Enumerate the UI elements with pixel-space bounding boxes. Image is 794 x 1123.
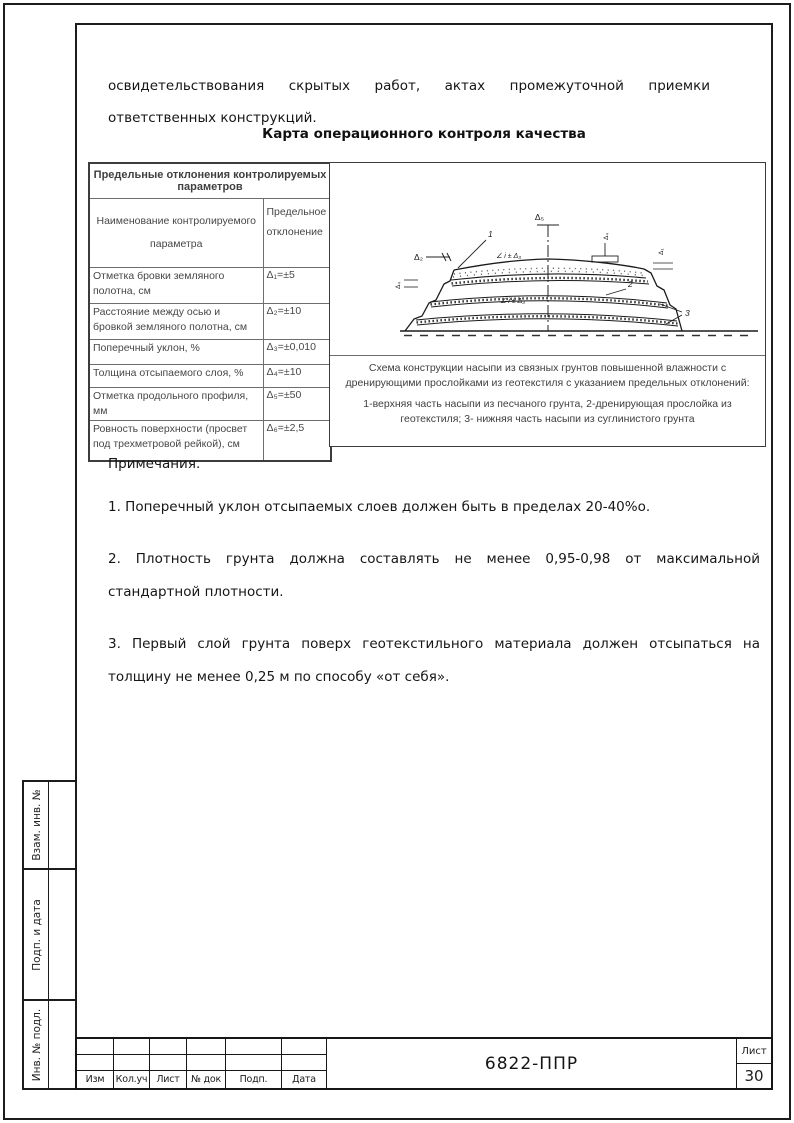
- stamp-cell: [114, 1039, 150, 1055]
- note-item: 3. Первый слой грунта поверх геотекстильного материала должен отсыпаться на толщину не менее 0,25 м по способу «от себя».: [108, 636, 760, 685]
- sidebar-divider: [48, 870, 49, 999]
- layer3-label: 3: [685, 308, 690, 318]
- param-name: Поперечный уклон, %: [89, 340, 263, 365]
- stamp-cell: [77, 1039, 114, 1055]
- table-row: [89, 421, 331, 461]
- stamp-cell: [282, 1055, 326, 1071]
- param-value: Δ₂=±10: [263, 304, 331, 340]
- param-name: Отметка продольного профиля, мм: [89, 388, 263, 421]
- sidebar-label: Инв. № подл.: [31, 1008, 43, 1081]
- sheet-label: Лист: [737, 1039, 771, 1064]
- delta5-label: Δ₅: [534, 212, 544, 222]
- table-title: Предельные отклонения контролируемых параметров: [89, 163, 331, 199]
- table-row: [89, 304, 331, 340]
- geotextile-band: [417, 319, 678, 326]
- sidebar-label: Взам. инв. №: [31, 789, 43, 861]
- intro-paragraph: освидетельствования скрытых работ, актах промежуточной приемки ответственных конструкций.: [108, 78, 710, 126]
- param-value: Δ₁=±5: [263, 268, 331, 304]
- stamp-cell: [150, 1039, 187, 1055]
- geotextile-band: [452, 280, 649, 286]
- delta4-label: Δ₄: [603, 233, 610, 240]
- crest-marker-box: [592, 256, 618, 262]
- layer1-leader: [458, 240, 486, 268]
- sidebar-cell-vzam-inv: [22, 780, 77, 870]
- embankment-cross-section-svg: [330, 163, 763, 353]
- param-value: Δ₆=±2,5: [263, 421, 331, 461]
- param-name: Расстояние между осью и бровкой земляного полотна, см: [89, 304, 263, 340]
- title-block: [75, 1037, 773, 1090]
- stamp-col-podp: Подп.: [226, 1071, 282, 1088]
- caption-legend: 1-верхняя часть насыпи из песчаного грунта, 2-дренирующая прослойка из геотекстиля; 3- нижняя часть насыпи из суглинистого грунта: [363, 398, 732, 425]
- stamp-cell: [150, 1055, 187, 1071]
- table-row: [89, 340, 331, 365]
- column-header-tolerance: Предельное отклонение: [263, 199, 331, 268]
- embankment-diagram: [330, 163, 765, 355]
- document-number: 6822-ППР: [327, 1039, 737, 1088]
- crest-line: [454, 259, 644, 270]
- param-name: Толщина отсыпаемого слоя, %: [89, 365, 263, 388]
- sidebar-divider: [48, 1001, 49, 1088]
- column-header-parameter: Наименование контролируемого параметра: [89, 199, 263, 268]
- diagram-panel: [329, 162, 766, 447]
- stamp-col-data: Дата: [292, 1074, 316, 1085]
- delta1-label: Δ₁: [658, 248, 665, 255]
- tolerances-table: [88, 162, 332, 462]
- stamp-cell: [226, 1039, 282, 1055]
- sheet-number: 30: [744, 1067, 764, 1085]
- param-name: Отметка бровки земляного полотна, см: [89, 268, 263, 304]
- layer2-leader: [606, 289, 626, 295]
- stamp-cell: [114, 1055, 150, 1071]
- notes-heading: Примечания.: [108, 456, 201, 472]
- stamp-cell: [77, 1055, 114, 1071]
- sheet-box: [737, 1039, 771, 1088]
- stamp-cell: [187, 1039, 226, 1055]
- stamp-col-izm: Изм: [77, 1071, 114, 1088]
- stamp-col-list: Лист: [150, 1071, 187, 1088]
- geotextile-band: [416, 314, 677, 321]
- notes-section: [108, 456, 760, 694]
- slope-grade-label: ∠ i ± Δ₃: [500, 298, 525, 305]
- layer2-label: 2: [628, 279, 633, 289]
- page-title: Карта операционного контроля качества: [262, 126, 586, 142]
- table-row: [89, 388, 331, 421]
- caption-line: Схема конструкции насыпи из связных грунтов повышенной влажности с дренирующими прослойками из геотекстиля с указанием предельных отклонений:: [345, 362, 750, 389]
- table-row: [89, 365, 331, 388]
- param-value: Δ₅=±50: [263, 388, 331, 421]
- param-name: Ровность поверхности (просвет под трехметровой рейкой), см: [89, 421, 263, 461]
- stamp-cell: [187, 1055, 226, 1071]
- param-value: Δ₃=±0,010: [263, 340, 331, 365]
- sidebar-cell-podp-data: [22, 868, 77, 1001]
- revision-table: [77, 1039, 327, 1088]
- slope-grade-label: ∠ i ± Δ₃: [496, 253, 521, 260]
- sidebar-label: Подп. и дата: [31, 898, 43, 971]
- stamp-cell: [226, 1055, 282, 1071]
- param-value: Δ₄=±10: [263, 365, 331, 388]
- sidebar-divider: [48, 782, 49, 868]
- table-row: [89, 268, 331, 304]
- stamp-cell: [282, 1039, 326, 1055]
- sidebar-cell-inv-podl: [22, 999, 77, 1090]
- stamp-col-koluch: Кол.уч: [114, 1071, 150, 1088]
- layer1-label: 1: [488, 229, 493, 239]
- diagram-caption: [330, 355, 765, 446]
- delta4-label: Δ₄: [395, 282, 402, 289]
- note-item: 2. Плотность грунта должна составлять не менее 0,95-0,98 от максимальной стандартной плотности.: [108, 551, 760, 600]
- stamp-col-dok: № док: [187, 1071, 226, 1088]
- delta2-label: Δ₂: [414, 252, 423, 262]
- note-item: 1. Поперечный уклон отсыпаемых слоев должен быть в пределах 20-40%о.: [108, 499, 651, 515]
